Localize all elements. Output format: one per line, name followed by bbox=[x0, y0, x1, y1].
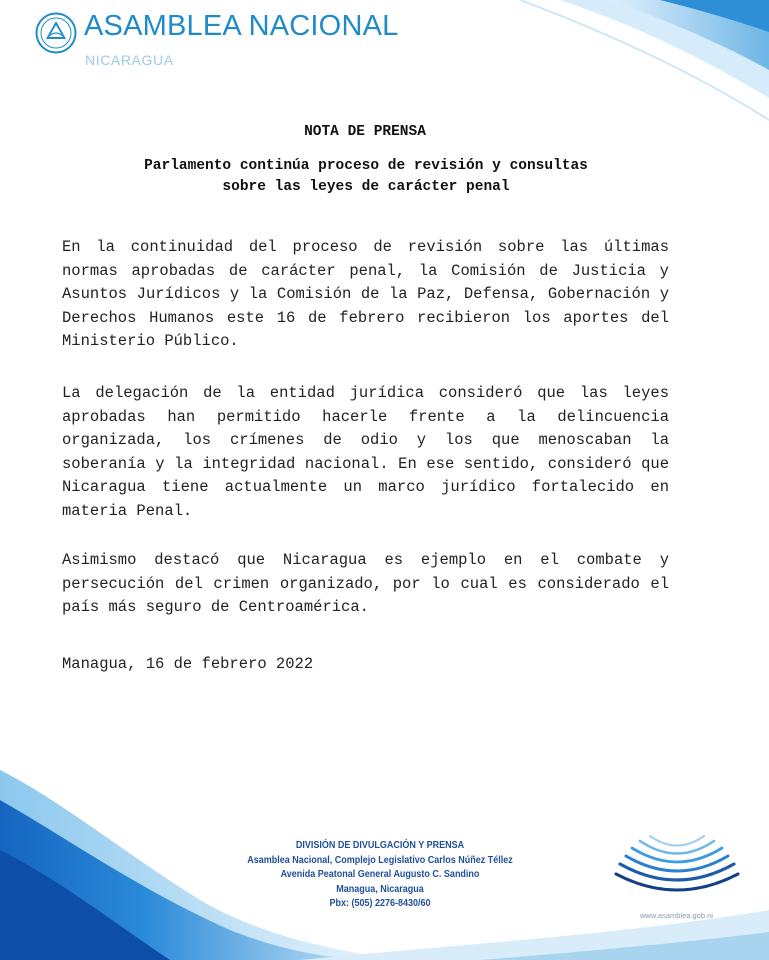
footer-address-1: Asamblea Nacional, Complejo Legislativo Carlos Núñez Téllez bbox=[247, 854, 513, 866]
footer-phone: Pbx: (505) 2276-8430/60 bbox=[329, 898, 431, 909]
subtitle-line-2: sobre las leyes de carácter penal bbox=[222, 179, 510, 195]
organization-name: ASAMBLEA NACIONAL bbox=[84, 10, 399, 42]
footer-city: Managua, Nicaragua bbox=[336, 883, 424, 895]
subtitle-line-1: Parlamento continúa proceso de revisión y consultas bbox=[144, 158, 588, 174]
footer-division: DIVISIÓN DE DIVULGACIÓN Y PRENSA bbox=[295, 840, 465, 851]
footer-website: www.asamblea.gob.ni bbox=[640, 911, 713, 920]
body-paragraph: Asimismo destacó que Nicaragua es ejemplo en el combate y persecución del crimen organizado, por lo cual es considerado el país más seguro de Centroamérica. bbox=[62, 551, 669, 616]
assembly-hemicycle-logo bbox=[614, 834, 740, 904]
dateline: Managua, 16 de febrero 2022 bbox=[62, 655, 314, 673]
document-title: NOTA DE PRENSA bbox=[304, 124, 426, 140]
body-paragraph: En la continuidad del proceso de revisión sobre las últimas normas aprobadas de carácter penal, la Comisión de Justicia y Asuntos Jurídicos y la Comisión de la Paz, Defensa, Gobernación y Derechos Humanos este 16 de febrero recibieron los aportes del Ministerio Público. bbox=[62, 238, 669, 350]
footer-address-2: Avenida Peatonal General Augusto C. Sandino bbox=[280, 869, 480, 880]
body-paragraph: La delegación de la entidad jurídica consideró que las leyes aprobadas han permitido hacerle frente a la delincuencia organizada, los crímenes de odio y los que menoscaban la soberanía y la integridad nacional. En ese sentido, consideró que Nicaragua tiene actualmente un marco jurídico fortalecido en materia Penal. bbox=[62, 384, 669, 520]
footer-contact bbox=[200, 839, 560, 912]
nicaragua-coat-of-arms-logo bbox=[35, 12, 77, 54]
document-subtitle bbox=[0, 156, 732, 198]
organization-country: NICARAGUA bbox=[85, 52, 174, 68]
